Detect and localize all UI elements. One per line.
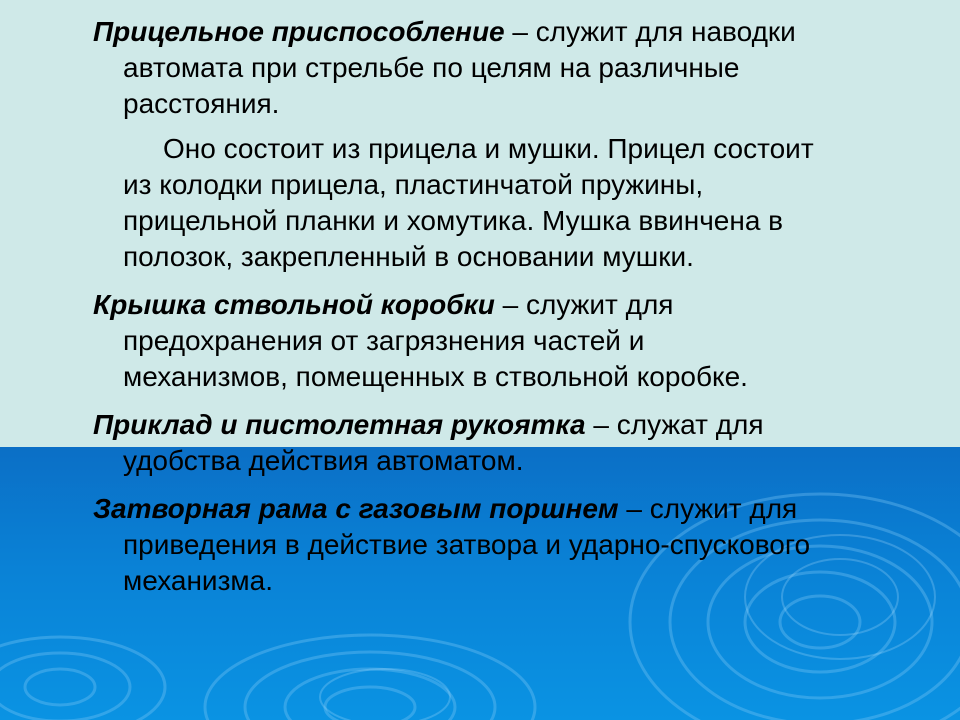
paragraph-line: приведения в действие затвора и ударно-спускового	[123, 529, 811, 560]
paragraph-line: автомата при стрельбе по целям на различные	[123, 52, 740, 83]
paragraph-line	[93, 287, 673, 323]
term-sighting-device: Прицельное приспособление	[93, 16, 505, 47]
paragraph-line: механизмов, помещенных в ствольной коробке.	[123, 361, 748, 392]
definition-text: – служит для наводки	[504, 16, 796, 47]
paragraph-line: расстояния.	[123, 88, 280, 119]
paragraph-line: удобства действия автоматом.	[123, 445, 524, 476]
term-bolt-carrier: Затворная рама с газовым поршнем	[93, 493, 619, 524]
paragraph-line: прицельной планки и хомутика. Мушка ввинчена в	[123, 205, 784, 236]
paragraph-line: Оно состоит из прицела и мушки. Прицел состоит	[163, 133, 814, 164]
definition-text: – служат для	[585, 409, 764, 440]
paragraph-line	[93, 491, 797, 527]
paragraph-line: предохранения от загрязнения частей и	[123, 325, 645, 356]
definition-text: – служит для	[618, 493, 798, 524]
paragraph-line	[93, 14, 796, 50]
paragraph-line	[93, 407, 764, 443]
definition-text: – служит для	[494, 289, 674, 320]
term-receiver-cover: Крышка ствольной коробки	[93, 289, 495, 320]
paragraph-line: механизма.	[123, 565, 274, 596]
term-stock-and-grip: Приклад и пистолетная рукоятка	[93, 409, 586, 440]
paragraph-line: полозок, закрепленный в основании мушки.	[123, 241, 694, 272]
paragraph-line: из колодки прицела, пластинчатой пружины,	[123, 169, 704, 200]
